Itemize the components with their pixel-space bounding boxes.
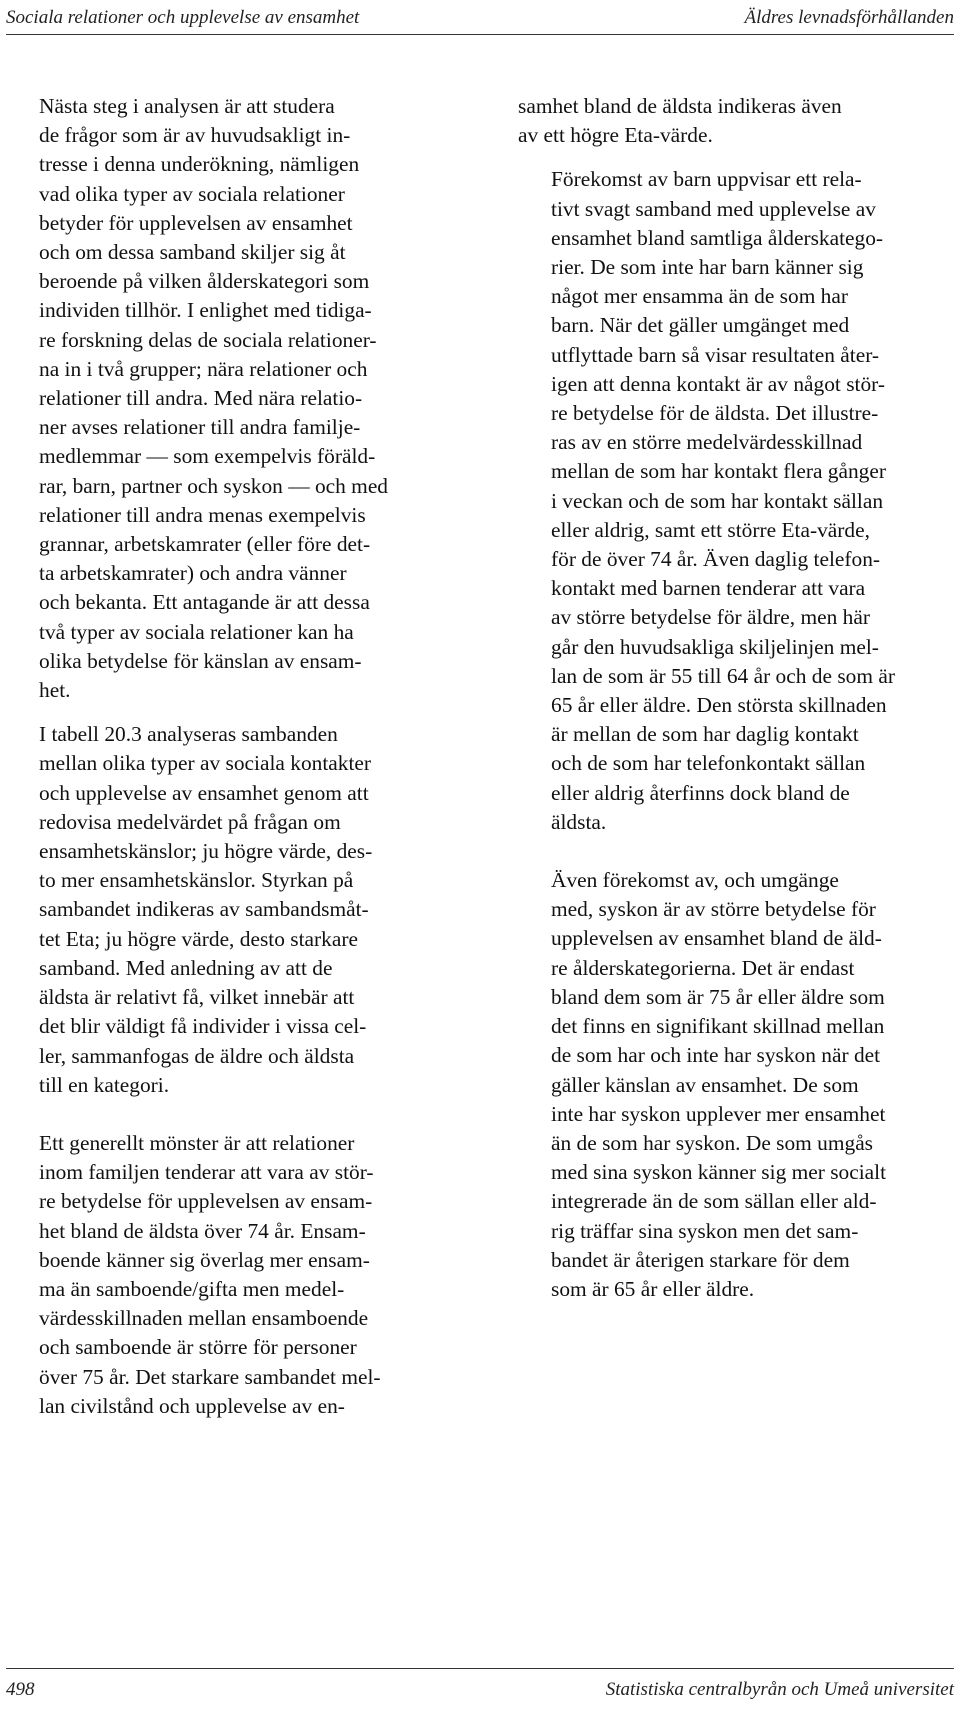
text-line: och om dessa samband skiljer sig åt [39,240,346,265]
text-line: igen att denna kontakt är av något stör- [551,371,885,396]
text-line: ta arbetskamrater) och andra vänner [39,561,347,586]
text-line: re forskning delas de sociala relationer- [39,327,377,352]
text-line: I tabell 20.3 analyseras sambanden [39,722,338,747]
page-number: 498 [6,1679,35,1700]
header-chapter-title: Sociala relationer och upplevelse av ensamhet [6,7,360,28]
text-line: de frågor som är av huvudsakligt in- [39,123,351,148]
text-line: än de som har syskon. De som umgås [551,1130,874,1155]
text-line: olika betydelse för känslan av ensam- [39,648,362,673]
text-line: något mer ensamma än de som har [551,284,848,309]
running-footer [6,1676,954,1704]
text-line: går den huvudsakliga skiljelinjen mel- [551,634,879,659]
text-line: 65 år eller äldre. Den största skillnaden [551,693,887,718]
text-line: äldsta. [551,809,607,834]
text-line: relationer till andra menas exempelvis [39,502,366,527]
text-line: re betydelse för de äldsta. Det illustre- [551,401,879,426]
text-line: tresse i denna underökning, nämligen [39,152,360,177]
text-line: två typer av sociala relationer kan ha [39,619,354,644]
text-line: inte har syskon upplever mer ensamhet [551,1101,886,1126]
text-line: ensamhetskänslor; ju högre värde, des- [39,839,373,864]
text-line: och upplevelse av ensamhet genom att [39,780,369,805]
text-line: gäller känslan av ensamhet. De som [551,1072,859,1097]
text-line: beroende på vilken ålderskategori som [39,269,370,294]
left-column [6,92,418,1421]
text-line: i veckan och de som har kontakt sällan [551,488,884,513]
text-line: Även förekomst av, och umgänge [551,868,839,893]
text-line: tet Eta; ju högre värde, desto starkare [39,926,358,951]
text-line: bandet är återigen starkare för dem [551,1247,850,1272]
text-line: grannar, arbetskamrater (eller före det- [39,532,371,557]
text-line: mellan olika typer av sociala kontakter [39,751,372,776]
text-line: ras av en större medelvärdesskillnad [551,430,863,455]
text-line: bland dem som är 75 år eller äldre som [551,984,885,1009]
text-line: na in i två grupper; nära relationer och [39,356,368,381]
text-line: ler, sammanfogas de äldre och äldsta [39,1043,355,1068]
text-line: ma än samboende/gifta men medel- [39,1276,345,1301]
text-line: het bland de äldsta över 74 år. Ensam- [39,1218,366,1243]
text-line: ner avses relationer till andra familje- [39,415,361,440]
text-line: det finns en signifikant skillnad mellan [551,1014,885,1039]
text-line: med sina syskon känner sig mer socialt [551,1160,887,1185]
text-line: för de över 74 år. Även daglig telefon- [551,547,881,572]
text-line: Ett generellt mönster är att relationer [39,1130,355,1155]
header-rule [6,34,954,35]
header-book-title: Äldres levnadsförhållanden [744,7,954,28]
text-line: det blir väldigt få individer i vissa cel- [39,1014,367,1039]
right-column [518,92,930,1304]
text-line: tivt svagt samband med upplevelse av [551,196,876,221]
text-line: re ålderskategorierna. Det är endast [551,955,855,980]
text-line: medlemmar — som exempelvis föräld- [39,444,376,469]
text-line: samhet bland de äldsta indikeras även [518,94,842,118]
text-line: relationer till andra. Med nära relatio- [39,386,363,411]
text-line: värdesskillnaden mellan ensamboende [39,1306,369,1331]
paragraph [6,92,418,705]
text-line: ensamhet bland samtliga ålderskatego- [551,225,884,250]
text-line: Nästa steg i analysen är att studera [39,94,335,118]
text-line: kontakt med barnen tenderar att vara [551,576,866,601]
text-line: rar, barn, partner och syskon — och med [39,473,389,498]
paragraph [6,1129,418,1421]
text-line: över 75 år. Det starkare sambandet mel- [39,1364,381,1389]
text-line: Förekomst av barn uppvisar ett rela- [551,167,862,192]
text-line: samband. Med anledning av att de [39,955,333,980]
text-line: utflyttade barn så visar resultaten åter- [551,342,880,367]
paragraph [518,165,930,837]
paragraph [518,92,930,150]
paragraph [6,720,418,1100]
running-header [6,4,954,32]
text-line: till en kategori. [39,1072,170,1097]
text-line: individen tillhör. I enlighet med tidiga- [39,298,372,323]
text-line: het. [39,678,71,703]
text-line: redovisa medelvärdet på frågan om [39,809,341,834]
text-line: lan civilstånd och upplevelse av en- [39,1393,345,1418]
text-line: rier. De som inte har barn känner sig [551,255,864,280]
text-line: upplevelsen av ensamhet bland de äld- [551,926,882,951]
footer-rule [6,1668,954,1669]
text-line: mellan de som har kontakt flera gånger [551,459,886,484]
text-line: och de som har telefonkontakt sällan [551,751,866,776]
text-line: betyder för upplevelsen av ensamhet [39,210,353,235]
text-line: eller aldrig återfinns dock bland de [551,780,850,805]
text-line: integrerade än de som sällan eller ald- [551,1189,877,1214]
text-line: lan de som är 55 till 64 år och de som är [551,663,895,688]
text-line: boende känner sig överlag mer ensam- [39,1247,370,1272]
text-line: sambandet indikeras av sambandsmåt- [39,897,369,922]
text-line: som är 65 år eller äldre. [551,1276,755,1301]
text-line: med, syskon är av större betydelse för [551,897,876,922]
paragraph [518,866,930,1304]
text-line: vad olika typer av sociala relationer [39,181,345,206]
text-line: rig träffar sina syskon men det sam- [551,1218,859,1243]
text-line: är mellan de som har daglig kontakt [551,722,859,747]
text-line: barn. När det gäller umgänget med [551,313,850,338]
text-line: eller aldrig, samt ett större Eta-värde, [551,517,870,542]
footer-publisher: Statistiska centralbyrån och Umeå universitet [605,1679,954,1700]
text-line: to mer ensamhetskänslor. Styrkan på [39,868,354,893]
text-line: de som har och inte har syskon när det [551,1043,881,1068]
text-line: av ett högre Eta-värde. [518,123,713,148]
text-line: inom familjen tenderar att vara av stör- [39,1160,374,1185]
text-line: av större betydelse för äldre, men här [551,605,870,630]
text-line: och samboende är större för personer [39,1335,357,1360]
text-line: äldsta är relativt få, vilket innebär att [39,985,355,1010]
text-line: och bekanta. Ett antagande är att dessa [39,590,370,615]
text-line: re betydelse för upplevelsen av ensam- [39,1189,373,1214]
